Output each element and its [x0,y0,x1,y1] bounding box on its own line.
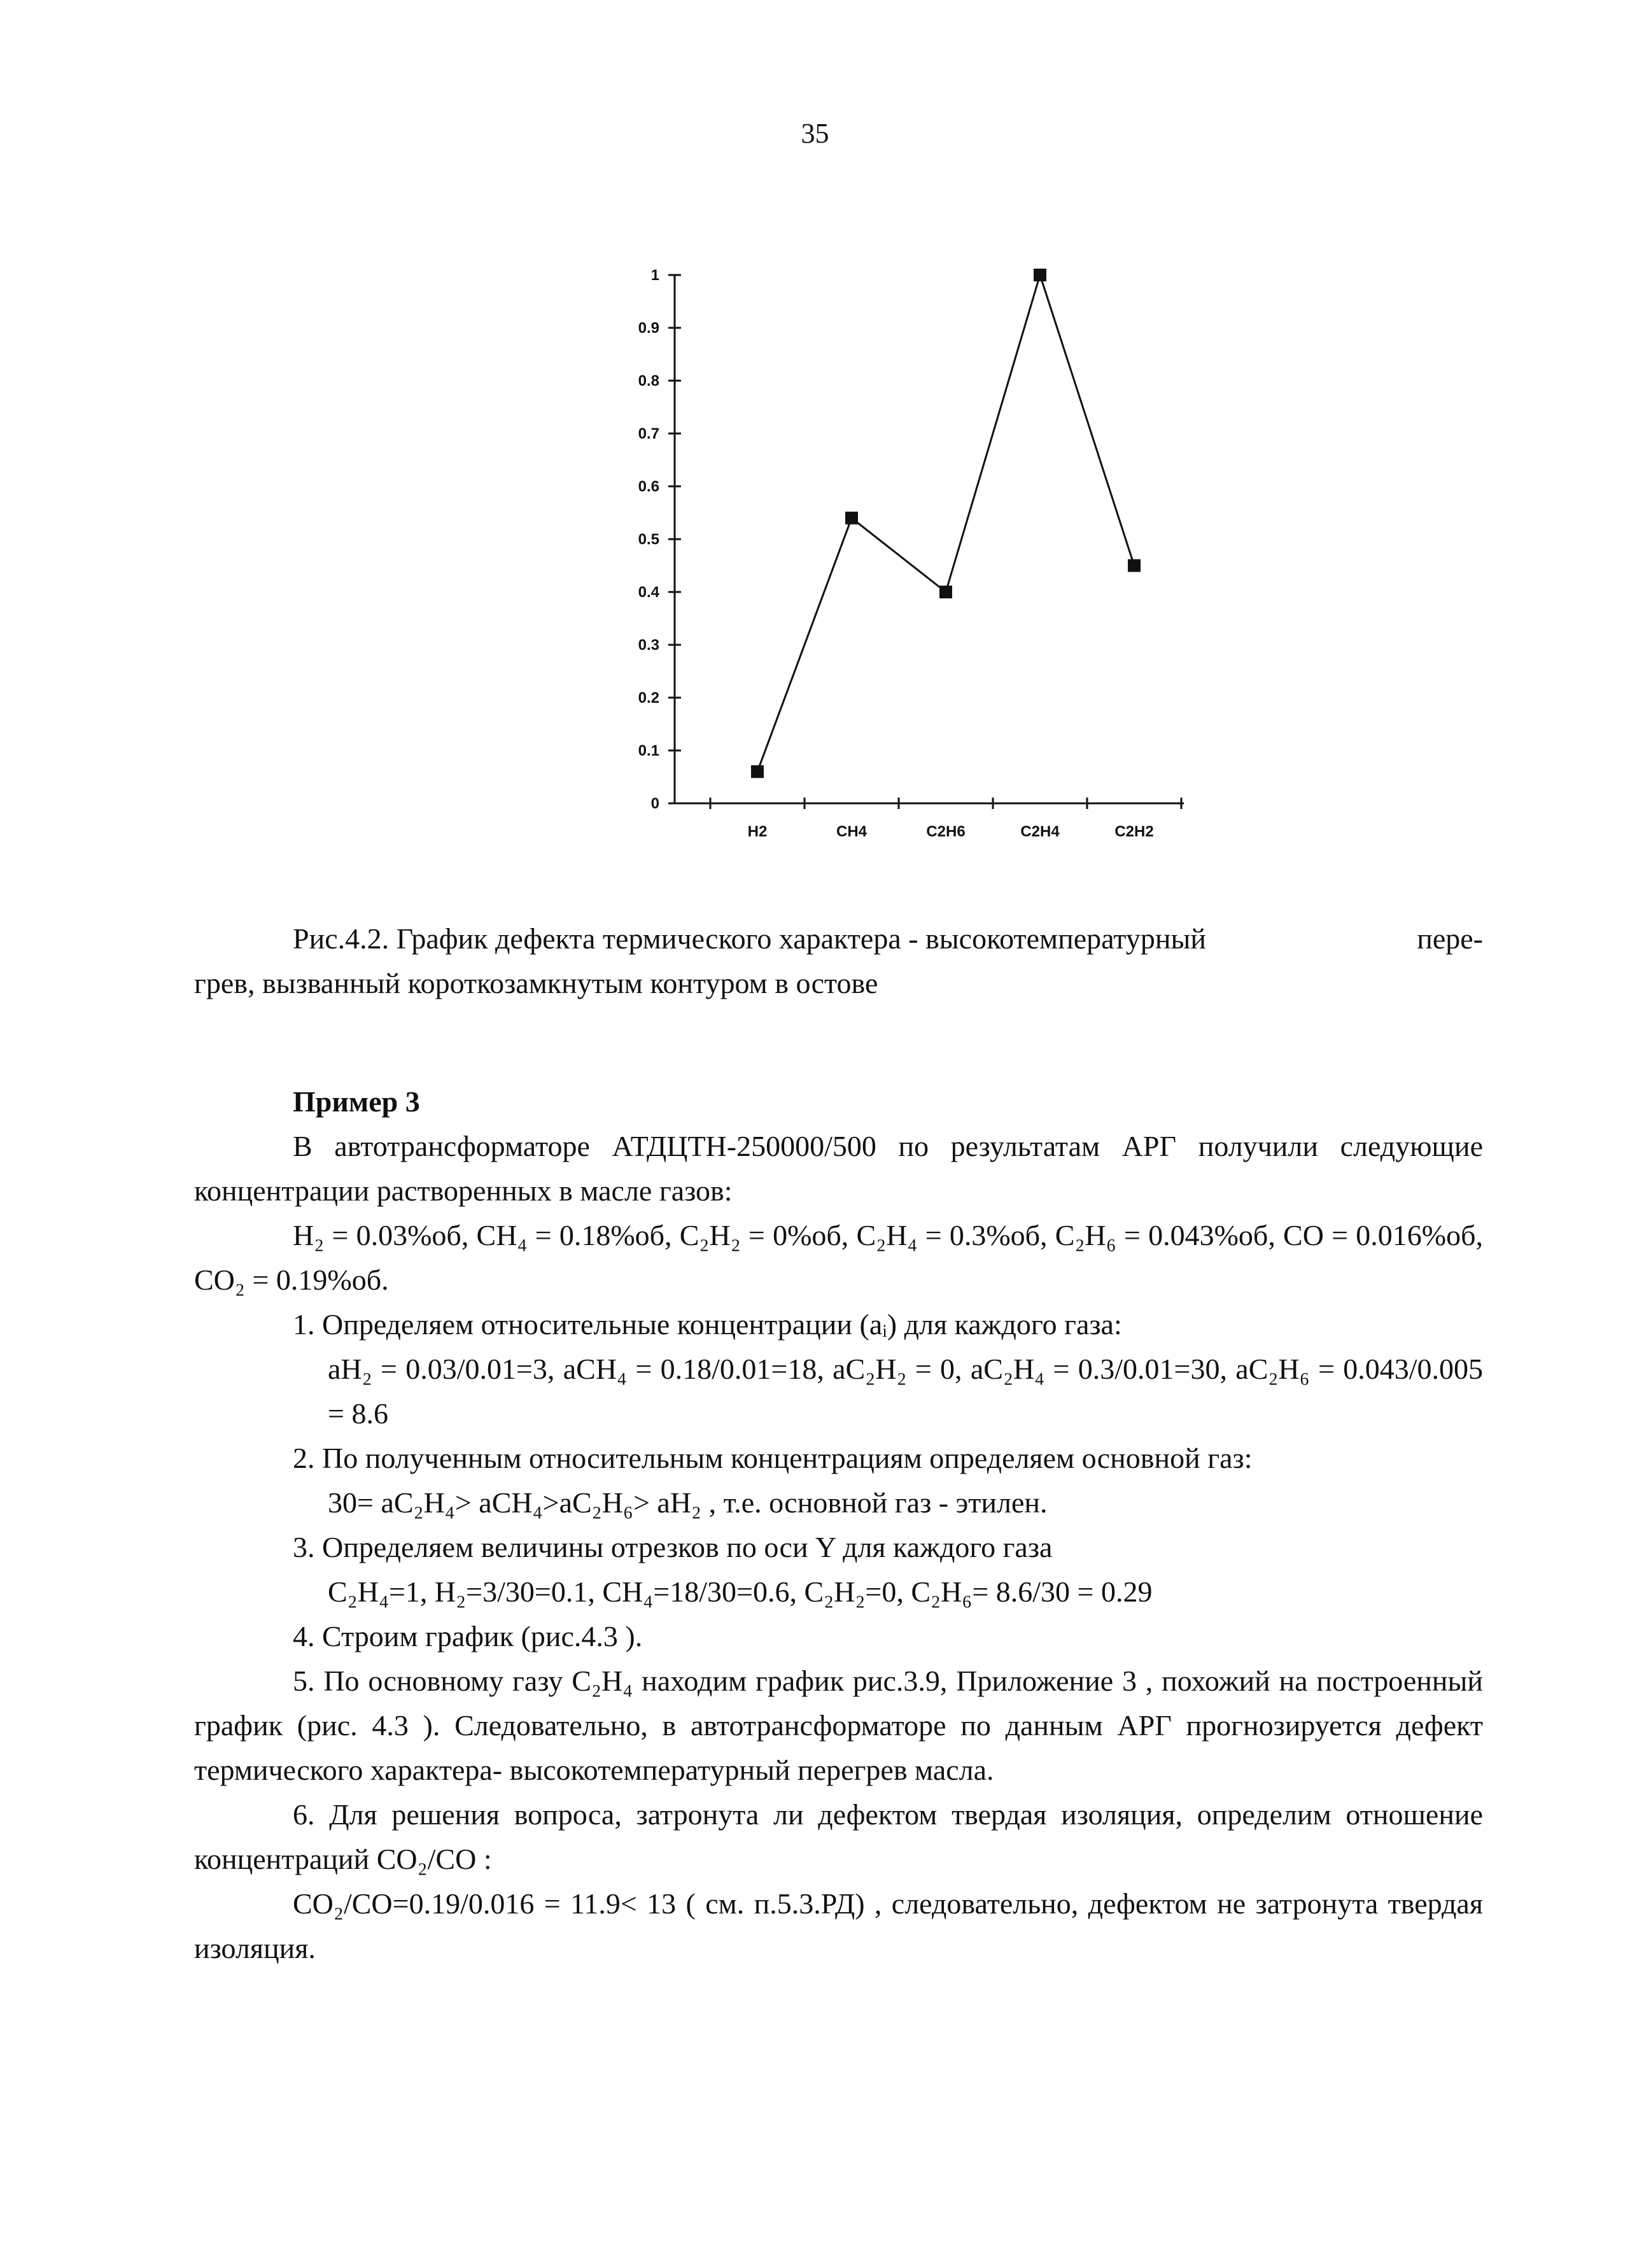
x-tick-label: C2H6 [926,823,966,840]
step-2-values: 30= aC₂H₄> aCH₄>aC₂H₆> aH₂ , т.е. основной газ - этилен. [328,1486,1048,1519]
y-tick-label: 0.4 [638,584,659,601]
x-tick-label: C2H4 [1020,823,1060,840]
example-intro: В автотрансформаторе АТДЦТН-250000/500 по результатам АРГ получили следующие концентрации растворенных в масле газов: [194,1130,1483,1207]
figure-caption [194,917,1483,1006]
y-tick-label: 0 [650,795,659,812]
step-1: 1. Определяем относительные концентрации (aᵢ) для каждого газа: [293,1308,1122,1341]
y-tick-label: 0.8 [638,372,659,390]
y-tick-label: 0.5 [638,531,659,548]
series-line-segment [852,518,946,592]
data-point-marker [845,512,858,525]
y-tick-label: 0.7 [638,425,659,442]
example-heading: Пример 3 [293,1085,420,1118]
step-2: 2. По полученным относительным концентрациям определяем основной газ: [293,1442,1253,1474]
step-3-values: C₂H₄=1, H₂=3/30=0.1, CH₄=18/30=0.6, C₂H₂=0, C₂H₆= 8.6/30 = 0.29 [328,1575,1153,1608]
data-point-marker [1128,560,1141,572]
step-3: 3. Определяем величины отрезков по оси Y для каждого газа [293,1531,1053,1563]
x-tick-label: CH4 [836,823,868,840]
gas-ratio-line-chart [0,0,1630,878]
y-tick-label: 0.3 [638,637,659,654]
y-tick-label: 0.1 [638,742,659,759]
y-tick-label: 0.6 [638,478,659,495]
caption-line-1: Рис.4.2. График дефекта термического характера - высокотемпературный [293,922,1207,955]
gas-concentrations: H₂ = 0.03%об, CH₄ = 0.18%об, C₂H₂ = 0%об, C₂H₄ = 0.3%об, C₂H₆ = 0.043%об, CO = 0.016%об, CO₂ = 0.19%об. [194,1219,1483,1296]
data-point-marker [1034,269,1046,281]
step-6: 6. Для решения вопроса, затронута ли дефектом твердая изоляция, определим отношение концентраций CO₂/CO : [194,1798,1483,1875]
x-tick-label: C2H2 [1114,823,1154,840]
series-line-segment [1040,275,1134,566]
x-tick-label: H2 [747,823,768,840]
step-1-values: aH₂ = 0.03/0.01=3, aCH₄ = 0.18/0.01=18, aC₂H₂ = 0, aC₂H₄ = 0.3/0.01=30, aC₂H₆ = 0.043/0.005 = 8.6 [328,1353,1483,1430]
caption-line-2: грев, вызванный короткозамкнутым контуром в остове [194,967,878,999]
page-number: 35 [801,118,829,149]
data-point-marker [939,586,952,598]
conclusion: CO₂/CO=0.19/0.016 = 11.9< 13 ( см. п.5.3.РД) , следовательно, дефектом не затронута твердая изоляция. [194,1887,1483,1964]
series-line-segment [946,275,1040,592]
example-section [194,1080,1483,1971]
step-4: 4. Строим график (рис.4.3 ). [293,1620,643,1652]
caption-line-1-end: пере- [1417,922,1483,955]
data-point-marker [751,765,764,778]
y-tick-label: 0.2 [638,689,659,707]
step-5: 5. По основному газу C₂H₄ находим график рис.3.9, Приложение 3 , похожий на построенный график (рис. 4.3 ). Следовательно, в автотрансформаторе по данным АРГ прогнозируется дефект термического характера- высокотемпературный перегрев масла. [194,1665,1483,1786]
y-tick-label: 1 [650,267,659,284]
series-line-segment [757,518,852,771]
y-tick-label: 0.9 [638,320,659,337]
